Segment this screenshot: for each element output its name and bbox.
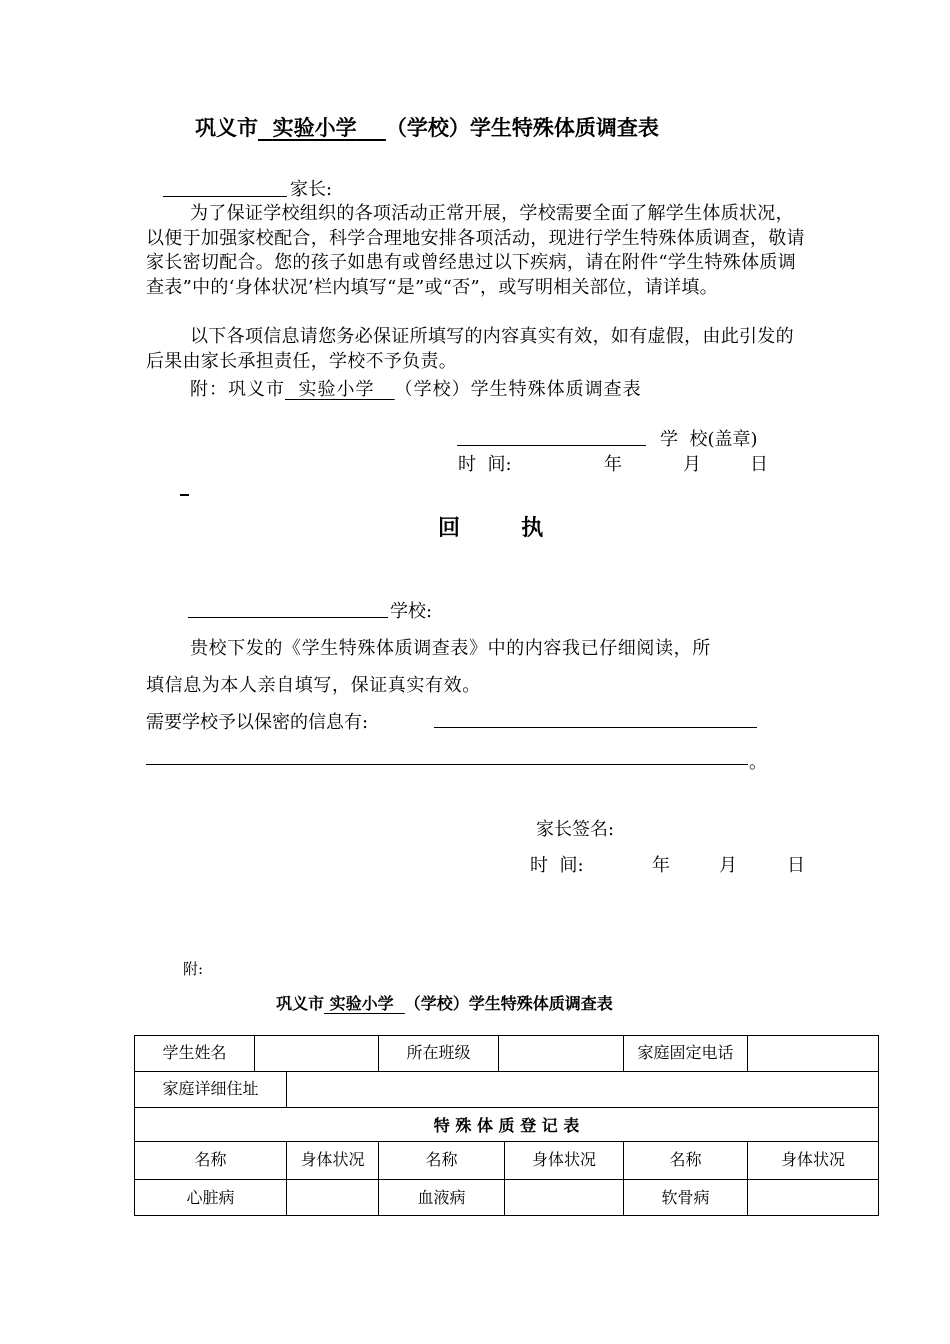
- receipt-date-label: 时 间:: [530, 855, 584, 876]
- attachment-line: [190, 375, 642, 401]
- letter-date-label: 时 间:: [458, 454, 512, 475]
- col-header-status: 身体状况: [287, 1142, 379, 1180]
- table-row: [135, 1142, 879, 1180]
- salutation: 家长:: [290, 179, 333, 200]
- letter-date-month: 月: [683, 454, 701, 475]
- appendix-title-school: 实验小学: [329, 994, 394, 1013]
- receipt-title: 回 执: [438, 516, 544, 541]
- address-field[interactable]: [287, 1072, 879, 1108]
- col-header-name: 名称: [135, 1142, 287, 1180]
- class-field[interactable]: [499, 1036, 624, 1072]
- class-label: 所在班级: [379, 1036, 499, 1072]
- confidential-label: 需要学校予以保密的信息有:: [146, 712, 369, 733]
- appendix-title: [276, 991, 613, 1014]
- dash-mark: [180, 494, 189, 496]
- disease-status-3[interactable]: [748, 1180, 879, 1216]
- confidential-line-2[interactable]: [146, 764, 748, 765]
- letter-date-day: 日: [750, 454, 768, 475]
- section-title: 特 殊 体 质 登 记 表: [135, 1108, 879, 1142]
- title-prefix: 巩义市: [195, 116, 258, 140]
- col-header-status: 身体状况: [748, 1142, 879, 1180]
- receipt-text-2: 填信息为本人亲自填写，保证真实有效。: [146, 675, 481, 696]
- home-phone-label: 家庭固定电话: [624, 1036, 748, 1072]
- disease-status-2[interactable]: [505, 1180, 624, 1216]
- title-suffix: （学校）学生特殊体质调查表: [385, 116, 659, 140]
- disease-status-1[interactable]: [287, 1180, 379, 1216]
- seal-label: 学 校(盖章): [660, 429, 758, 450]
- receipt-school-label: 学校:: [390, 601, 433, 622]
- page-title: [195, 112, 659, 142]
- appendix-title-prefix: 巩义市: [276, 994, 325, 1013]
- disease-name-1: 心脏病: [135, 1180, 287, 1216]
- table-row: [135, 1036, 879, 1072]
- attachment-school: 实验小学: [298, 379, 375, 400]
- receipt-date-month: 月: [719, 855, 737, 876]
- letter-paragraph-2: 以下各项信息请您务必保证所填写的内容真实有效，如有虚假，由此引发的后果由家长承担责任，学校不予负责。: [146, 326, 794, 372]
- parent-name-line: [163, 196, 287, 197]
- seal-line: [457, 445, 646, 446]
- receipt-text-1: 贵校下发的《学生特殊体质调查表》中的内容我已仔细阅读，所: [190, 638, 711, 659]
- appendix-label: 附:: [183, 960, 204, 978]
- col-header-status: 身体状况: [505, 1142, 624, 1180]
- receipt-date-day: 日: [787, 855, 805, 876]
- student-name-field[interactable]: [255, 1036, 379, 1072]
- table-row: [135, 1072, 879, 1108]
- table-row: [135, 1108, 879, 1142]
- letter-date-year: 年: [604, 454, 622, 475]
- receipt-school-line: [188, 617, 388, 618]
- disease-name-3: 软骨病: [624, 1180, 748, 1216]
- attachment-suffix: （学校）学生特殊体质调查表: [394, 379, 642, 400]
- col-header-name: 名称: [624, 1142, 748, 1180]
- signature-label: 家长签名:: [536, 819, 615, 840]
- confidential-line-1[interactable]: [434, 727, 757, 728]
- student-name-label: 学生姓名: [135, 1036, 255, 1072]
- end-mark: 。: [749, 752, 767, 773]
- survey-table: [134, 1035, 879, 1216]
- title-school-name: 实验小学: [272, 116, 357, 140]
- receipt-date-year: 年: [652, 855, 670, 876]
- home-phone-field[interactable]: [748, 1036, 879, 1072]
- col-header-name: 名称: [379, 1142, 505, 1180]
- disease-name-2: 血液病: [379, 1180, 505, 1216]
- appendix-title-suffix: （学校）学生特殊体质调查表: [404, 994, 613, 1013]
- letter-paragraph-1: 为了保证学校组织的各项活动正常开展，学校需要全面了解学生体质状况，以便于加强家校配合，科学合理地安排各项活动，现进行学生特殊体质调查，敬请家长密切配合。您的孩子如患有或曾经患过以下疾病，请在附件“学生特殊体质调查表”中的‘身体状况’栏内填写“是”或“否”，或写明相关部位，请详填。: [146, 203, 805, 298]
- table-row: [135, 1180, 879, 1216]
- attachment-prefix: 附：巩义市: [190, 379, 285, 400]
- address-label: 家庭详细住址: [135, 1072, 287, 1108]
